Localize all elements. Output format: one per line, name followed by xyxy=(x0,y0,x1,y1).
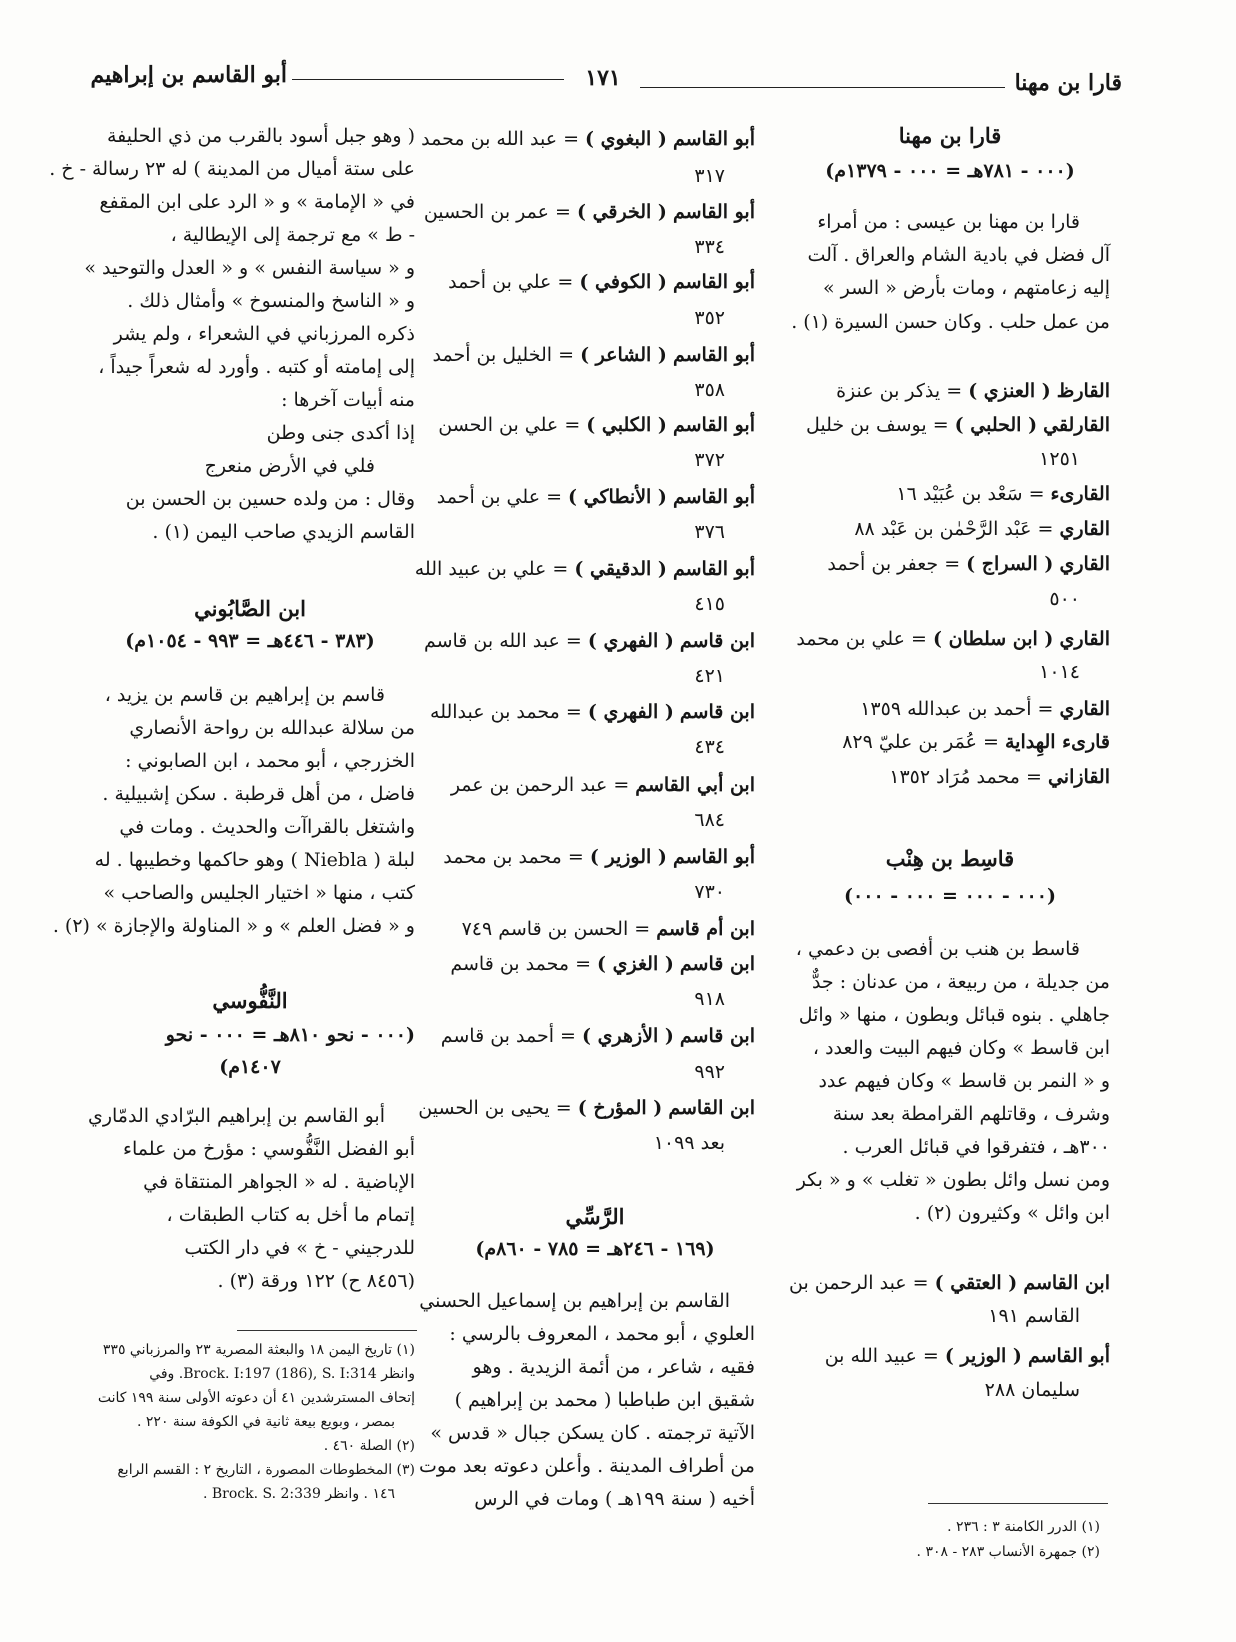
entry-text-line: و « الناسخ والمنسوخ » وأمثال ذلك . xyxy=(127,290,415,312)
xref-head: ابن أبي القاسم xyxy=(635,774,755,796)
xref-nisba: ( الشاعر ) xyxy=(580,344,667,366)
entry-text-line: إليه زعامتهم ، ومات بأرض « السر » xyxy=(822,277,1110,299)
verse-line: إذا أكدى جنى وطن xyxy=(266,422,415,444)
xref-head: ابن قاسم xyxy=(679,630,755,652)
footnote: (٣) المخطوطات المصورة ، التاريخ ٢ : القسم الرابع xyxy=(117,1462,415,1478)
entry-dates: (٠٠٠ - ٧٨١هـ = ٠٠٠ - ١٣٧٩م) xyxy=(825,160,1075,182)
xref-head: ابن قاسم xyxy=(679,701,755,723)
xref-nisba: ( البغوي ) xyxy=(585,128,667,150)
cross-reference xyxy=(418,1097,755,1119)
xref-target: = محمد بن قاسم xyxy=(450,953,591,975)
cross-reference xyxy=(430,701,755,723)
xref-target: = عبد الرحمن بن xyxy=(789,1272,929,1294)
entry-text-line: من عمل حلب . وكان حسن السيرة (١) . xyxy=(791,311,1110,333)
xref-target: = سَعْد بن عُبَيْد ١٦ xyxy=(896,483,1045,505)
entry-text-line: من سلالة عبدالله بن رواحة الأنصاري xyxy=(129,717,415,739)
xref-head: ابن القاسم xyxy=(1023,1272,1110,1294)
cross-reference xyxy=(435,1027,755,1046)
xref-page: ٩١٨ xyxy=(694,988,725,1010)
xref-target: = علي بن عبيد الله xyxy=(414,558,569,580)
cross-reference xyxy=(435,416,755,435)
entry-text-line: ابن قاسط » وكان فيهم البيت والعدد ، xyxy=(812,1037,1110,1059)
cross-reference xyxy=(780,1274,1110,1293)
entry-text-line: لبلة ( Niebla ) وهو حاكمها وخطيبها . له xyxy=(94,849,415,871)
cross-reference xyxy=(423,630,755,652)
cross-reference xyxy=(421,128,755,150)
xref-page: القاسم ١٩١ xyxy=(988,1305,1080,1327)
xref-nisba: ( الحلبي ) xyxy=(954,414,1038,436)
xref-page: ٦٨٤ xyxy=(694,809,725,831)
xref-head: القارظ xyxy=(1056,380,1110,402)
xref-nisba: ( الفهري ) xyxy=(587,701,674,723)
xref-page: ٣٣٤ xyxy=(694,236,725,258)
xref-head: قارىء الهِداية xyxy=(1004,731,1110,753)
entry-text-line: - ط » مع ترجمة إلى الإيطالية ، xyxy=(170,224,415,246)
entry-text-line: آل فضل في بادية الشام والعراق . آلت xyxy=(807,244,1110,266)
footnote: وانظر Brock. I:197 (186), S. I:314. وفي xyxy=(149,1366,415,1382)
xref-page: ٣١٧ xyxy=(694,165,725,187)
xref-nisba: ( الدقيقي ) xyxy=(574,558,667,580)
entry-title: الرَّسِّي xyxy=(565,1204,625,1229)
xref-page: ٤١٥ xyxy=(694,593,725,615)
entry-text-line: أخيه ( سنة ١٩٩هـ ) ومات في الرس xyxy=(474,1488,755,1510)
entry-title: قارا بن مهنا xyxy=(898,123,1002,148)
cross-reference xyxy=(780,416,1110,435)
xref-head: القازاني xyxy=(1047,766,1110,788)
xref-head: القاري xyxy=(1059,553,1110,575)
page-number: ١٧١ xyxy=(585,65,621,91)
cross-reference xyxy=(780,700,1110,719)
xref-target: = علي بن محمد xyxy=(796,628,927,650)
xref-head: ابن قاسم xyxy=(679,1025,755,1047)
entry-text-line: العلوي ، أبو محمد ، المعروف بالرسي : xyxy=(449,1323,755,1345)
xref-nisba: ( المؤرخ ) xyxy=(577,1097,663,1119)
xref-page: ٣٥٢ xyxy=(694,307,725,329)
entry-text-line: الخزرجي ، أبو محمد ، ابن الصابوني : xyxy=(125,750,415,772)
entry-text-line: قاسط بن هنب بن أفصى بن دعمي ، xyxy=(795,938,1080,960)
cross-reference xyxy=(435,955,755,974)
xref-page: ١٢٥١ xyxy=(1039,448,1080,470)
entry-text-line: ابن وائل » وكثيرون (٢) . xyxy=(914,1202,1110,1224)
entry-text-line: و « فضل العلم » و « المناولة والإجازة » (٢) . xyxy=(52,915,415,937)
entry-text-line: القاسم الزيدي صاحب اليمن (١) . xyxy=(152,521,415,543)
cross-reference xyxy=(780,733,1110,752)
xref-target: = محمد بن عبدالله xyxy=(430,701,582,723)
xref-nisba: ( العنزي ) xyxy=(968,380,1051,402)
xref-page: ٣٧٦ xyxy=(694,521,725,543)
xref-target: = عمر بن الحسين xyxy=(423,201,571,223)
xref-page: ٥٠٠ xyxy=(1049,588,1080,610)
entry-text-line: أبو الفضل النَّفُّوسي : مؤرخ من علماء xyxy=(123,1138,415,1160)
cross-reference xyxy=(780,630,1110,649)
entry-text-line: شقيق ابن طباطبا ( محمد بن إبراهيم ) xyxy=(454,1389,755,1411)
entry-text-line: قارا بن مهنا بن عيسى : من أمراء xyxy=(817,211,1080,233)
xref-head: أبو القاسم xyxy=(672,128,755,150)
xref-target: = أحمد بن قاسم xyxy=(440,1025,576,1047)
xref-page: سليمان ٢٨٨ xyxy=(984,1379,1080,1401)
entry-text-line: الآتية ترجمته . كان يسكن جبال « قدس » xyxy=(430,1422,755,1444)
entry-text-line: و « سياسة النفس » و « العدل والتوحيد » xyxy=(84,257,415,279)
xref-target: = علي بن أحمد xyxy=(436,486,562,508)
entry-text-line: على ستة أميال من المدينة ) له ٢٣ رسالة - خ . xyxy=(49,158,415,180)
xref-head: القارىء xyxy=(1050,483,1110,505)
entry-dates: ١٤٠٧م) xyxy=(219,1056,281,1078)
entry-text-line: ٣٠٠هـ ، فتفرقوا في قبائل العرب . xyxy=(842,1136,1110,1158)
xref-nisba: ( الأنطاكي ) xyxy=(568,486,667,508)
entry-text-line: من جديلة ، من ربيعة ، من عدنان : جدٌّ xyxy=(811,971,1110,993)
xref-target: = يذكر بن عنزة xyxy=(836,380,963,402)
entry-dates: (٣٨٣ - ٤٤٦هـ = ٩٩٣ - ١٠٥٤م) xyxy=(125,630,375,652)
cross-reference xyxy=(780,520,1110,539)
entry-dates: (١٦٩ - ٢٤٦هـ = ٧٨٥ - ٨٦٠م) xyxy=(475,1238,715,1260)
entry-text-line: وشرف ، وقاتلهم القرامطة بعد سنة xyxy=(832,1103,1110,1125)
xref-nisba: ( الغزي ) xyxy=(597,953,674,975)
xref-nisba: ( العتقي ) xyxy=(934,1272,1018,1294)
xref-target: = عبد الله بن قاسم xyxy=(423,630,582,652)
footnote: (٢) الصلة ٤٦٠ . xyxy=(323,1438,415,1454)
xref-head: أبو القاسم xyxy=(1027,1345,1110,1367)
cross-reference xyxy=(780,485,1110,504)
xref-page: ٤٢١ xyxy=(694,665,725,687)
xref-head: أبو القاسم xyxy=(672,558,755,580)
xref-target: = علي بن أحمد xyxy=(448,271,574,293)
cross-reference xyxy=(414,558,755,580)
xref-target: = عُمَر بن عليّ ٨٢٩ xyxy=(842,731,999,753)
cross-reference xyxy=(780,555,1110,574)
xref-head: القارلقي xyxy=(1043,414,1110,436)
entry-text-line: فقيه ، شاعر ، من أئمة الزيدية . وهو xyxy=(472,1356,755,1378)
entry-text-line: (٨٤٥٦ ح) ١٢٢ ورقة (٣) . xyxy=(217,1270,415,1292)
cross-reference xyxy=(780,382,1110,401)
entry-text-line: ومن نسل وائل بطون « تغلب » و « بكر xyxy=(796,1169,1110,1191)
xref-target: = عَبْد الرَّحْمٰن بن عَبْد ٨٨ xyxy=(854,518,1054,540)
xref-head: أبو القاسم xyxy=(672,201,755,223)
entry-text-line: من أطراف المدينة . وأعلن دعوته بعد موت xyxy=(419,1455,755,1477)
entry-text-line: قاسم بن إبراهيم بن قاسم بن يزيد ، xyxy=(104,684,385,706)
header-rule-left xyxy=(292,79,564,80)
entry-text-line: إلى إمامته أو كتبه . وأورد له شعراً جيداً ، xyxy=(98,356,415,378)
xref-page: بعد ١٠٩٩ xyxy=(653,1132,725,1154)
entry-title: النَّفُّوسي xyxy=(212,988,288,1013)
entry-text-line: و « النمر بن قاسط » وكان فيهم عدد xyxy=(818,1070,1110,1092)
entry-text-line: كتب ، منها « اختيار الجليس والصاحب » xyxy=(103,882,415,904)
xref-target: = جعفر بن أحمد xyxy=(827,553,961,575)
footnote: (٢) جمهرة الأنساب ٢٨٣ - ٣٠٨ . xyxy=(916,1544,1100,1560)
xref-head: أبو القاسم xyxy=(672,414,755,436)
cross-reference xyxy=(432,344,755,366)
entry-text-line: واشتغل بالقراآت والحديث . ومات في xyxy=(119,816,415,838)
entry-text-line: في « الإمامة » و « الرد على ابن المقفع xyxy=(99,191,415,213)
header-left-title: أبو القاسم بن إبراهيم xyxy=(90,62,287,88)
cross-reference xyxy=(435,488,755,507)
entry-text-line: جاهلي . بنوه قبائل وبطون ، منها « وائل xyxy=(798,1004,1110,1026)
header-rule-right xyxy=(640,87,1005,88)
xref-target: = عبد الله بن محمد xyxy=(421,128,579,150)
entry-title: ابن الصَّابُوني xyxy=(194,596,306,621)
footnote-rule xyxy=(237,1330,417,1331)
xref-target: = يحيى بن الحسين xyxy=(418,1097,572,1119)
xref-nisba: ( الوزير ) xyxy=(589,846,667,868)
entry-text-line: للدرجيني - خ » في دار الكتب xyxy=(184,1237,415,1259)
entry-text-line: ( وهو جبل أسود بالقرب من ذي الحليفة xyxy=(106,125,415,147)
xref-head: القاري xyxy=(1059,518,1110,540)
xref-nisba: ( ابن سلطان ) xyxy=(933,628,1054,650)
xref-nisba: ( الخرقي ) xyxy=(576,201,667,223)
xref-target: = محمد بن محمد xyxy=(443,846,584,868)
cross-reference xyxy=(435,848,755,867)
xref-target: = الخليل بن أحمد xyxy=(432,344,575,366)
xref-nisba: ( الأزهري ) xyxy=(581,1025,674,1047)
xref-nisba: ( الفهري ) xyxy=(587,630,674,652)
xref-head: أبو القاسم xyxy=(672,344,755,366)
xref-head: أبو القاسم xyxy=(672,271,755,293)
footnote: بمصر ، وبويع بيعة ثانية في الكوفة سنة ٢٢٠ . xyxy=(137,1414,395,1430)
cross-reference xyxy=(423,201,755,223)
xref-target: = علي بن الحسن xyxy=(438,414,581,436)
entry-dates: (٠٠٠ - نحو ٨١٠هـ = ٠٠٠ - نحو xyxy=(165,1024,415,1046)
footnote-rule xyxy=(928,1503,1108,1504)
xref-target: = يوسف بن خليل xyxy=(805,414,949,436)
footnote: ١٤٦ . وانظر Brock. S. 2:339 . xyxy=(202,1486,395,1502)
entry-text-line: إتمام ما أخل به كتاب الطبقات ، xyxy=(166,1204,415,1226)
header-right-title: قارا بن مهنا xyxy=(1014,70,1122,96)
entry-text-line: أبو القاسم بن إبراهيم البرّادي الدمّاري xyxy=(87,1105,385,1127)
footnote: (١) الدرر الكامنة ٣ : ٢٣٦ . xyxy=(947,1519,1100,1535)
entry-title: قاسِط بن هِنْب xyxy=(885,846,1015,871)
xref-target: = أحمد بن عبدالله ١٣٥٩ xyxy=(860,698,1054,720)
entry-text-line: ذكره المرزباني في الشعراء ، ولم يشر xyxy=(113,323,415,345)
xref-head: القاري xyxy=(1059,698,1110,720)
xref-target: = الحسن بن قاسم ٧٤٩ xyxy=(461,918,651,940)
xref-target: = محمد مُرَاد ١٣٥٢ xyxy=(889,766,1042,788)
xref-nisba: ( الوزير ) xyxy=(944,1345,1022,1367)
cross-reference xyxy=(435,273,755,292)
entry-text-line: وقال : من ولده حسين بن الحسن بن xyxy=(125,488,415,510)
verse-line: فلي في الأرض منعرج xyxy=(204,455,375,477)
entry-text-line: القاسم بن إبراهيم بن إسماعيل الحسني xyxy=(419,1290,730,1312)
xref-head: أبو القاسم xyxy=(672,486,755,508)
entry-text-line: الإباضية . له « الجواهر المنتقاة في xyxy=(143,1171,415,1193)
xref-nisba: ( السراج ) xyxy=(966,553,1054,575)
entry-text-line: منه أبيات آخرها : xyxy=(281,389,415,411)
cross-reference xyxy=(780,1347,1110,1366)
footnote: (١) تاريخ اليمن ١٨ والبعثة المصرية ٢٣ والمرزباني ٣٣٥ xyxy=(102,1342,415,1358)
xref-head: أبو القاسم xyxy=(672,846,755,868)
cross-reference xyxy=(435,776,755,795)
xref-target: = عبد الرحمن بن عمر xyxy=(450,774,630,796)
cross-reference xyxy=(780,768,1110,787)
xref-head: ابن القاسم xyxy=(668,1097,755,1119)
cross-reference xyxy=(435,920,755,939)
xref-page: ٣٥٨ xyxy=(694,379,725,401)
xref-page: ٧٣٠ xyxy=(694,881,725,903)
footnote: إتحاف المسترشدين ٤١ أن دعوته الأولى سنة ١٩٩ كانت xyxy=(97,1390,415,1406)
xref-page: ٩٩٢ xyxy=(694,1061,725,1083)
xref-page: ٣٧٢ xyxy=(694,449,725,471)
xref-head: ابن قاسم xyxy=(679,953,755,975)
xref-page: ١٠١٤ xyxy=(1039,661,1080,683)
xref-head: القاري xyxy=(1059,628,1110,650)
xref-target: = عبيد الله بن xyxy=(824,1345,939,1367)
xref-head: ابن أم قاسم xyxy=(656,918,755,940)
entry-text-line: فاضل ، من أهل قرطبة . سكن إشبيلية . xyxy=(102,783,415,805)
xref-nisba: ( الكلبي ) xyxy=(586,414,667,436)
xref-page: ٤٣٤ xyxy=(694,736,725,758)
xref-nisba: ( الكوفي ) xyxy=(579,271,667,293)
entry-dates: (٠٠٠ - ٠٠٠ = ٠٠٠ - ٠٠٠) xyxy=(844,885,1056,907)
